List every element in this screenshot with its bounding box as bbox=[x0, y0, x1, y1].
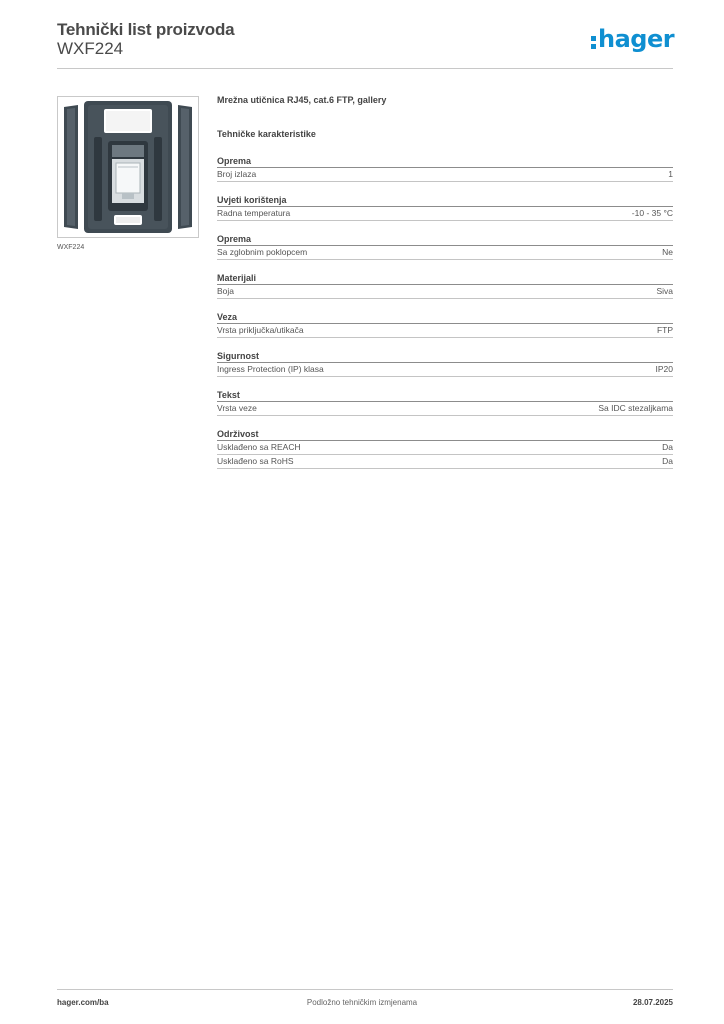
spec-label: Ingress Protection (IP) klasa bbox=[217, 364, 324, 374]
spec-value: FTP bbox=[656, 325, 673, 335]
spec-group-materials bbox=[217, 272, 673, 299]
spec-label: Sa zglobnim poklopcem bbox=[217, 247, 308, 257]
spec-value: Siva bbox=[656, 286, 673, 296]
group-title: Oprema bbox=[217, 155, 673, 168]
spec-row bbox=[217, 402, 673, 416]
spec-value: Da bbox=[662, 442, 673, 452]
spec-label: Vrsta veze bbox=[217, 403, 257, 413]
group-title: Oprema bbox=[217, 233, 673, 246]
footer-date: 28.07.2025 bbox=[632, 998, 673, 1007]
spec-row bbox=[217, 285, 673, 299]
spec-group-sustainability bbox=[217, 428, 673, 469]
product-image bbox=[57, 96, 199, 238]
section-heading: Tehničke karakteristike bbox=[217, 129, 316, 139]
spec-label: Broj izlaza bbox=[217, 169, 257, 179]
spec-row bbox=[217, 168, 673, 182]
logo-text: hager bbox=[598, 25, 675, 53]
group-title: Veza bbox=[217, 311, 673, 324]
rj45-socket-illustration bbox=[58, 97, 198, 237]
spec-group-connection bbox=[217, 311, 673, 338]
image-caption: WXF224 bbox=[57, 244, 85, 251]
spec-label: Boja bbox=[217, 286, 235, 296]
group-title: Tekst bbox=[217, 389, 673, 402]
footer-website: hager.com/ba bbox=[57, 998, 109, 1007]
product-code: WXF224 bbox=[57, 39, 124, 58]
footer-notice: Podložno tehničkim izmjenama bbox=[306, 998, 418, 1007]
spec-label: Radna temperatura bbox=[217, 208, 291, 218]
spec-row bbox=[217, 324, 673, 338]
logo-dots-icon bbox=[591, 30, 596, 48]
spec-group-text bbox=[217, 389, 673, 416]
spec-group-conditions bbox=[217, 194, 673, 221]
spec-group-equipment bbox=[217, 155, 673, 182]
group-title: Održivost bbox=[217, 428, 673, 441]
group-title: Sigurnost bbox=[217, 350, 673, 363]
spec-label: Vrsta priključka/utikača bbox=[217, 325, 304, 335]
page-title: Tehnički list proizvoda bbox=[57, 20, 235, 39]
spec-row bbox=[217, 455, 673, 469]
spec-row bbox=[217, 246, 673, 260]
spec-row bbox=[217, 207, 673, 221]
spec-value: 1 bbox=[668, 169, 673, 179]
group-title: Materijali bbox=[217, 272, 673, 285]
header-divider bbox=[57, 68, 673, 69]
spec-value: Sa IDC stezaljkama bbox=[598, 403, 673, 413]
spec-value: IP20 bbox=[655, 364, 673, 374]
spec-label: Usklađeno sa REACH bbox=[217, 442, 301, 452]
spec-group-equipment-2 bbox=[217, 233, 673, 260]
spec-value: Ne bbox=[662, 247, 673, 257]
spec-row bbox=[217, 363, 673, 377]
spec-value: -10 - 35 °C bbox=[631, 208, 673, 218]
spec-group-safety bbox=[217, 350, 673, 377]
product-description: Mrežna utičnica RJ45, cat.6 FTP, gallery bbox=[217, 95, 387, 105]
spec-value: Da bbox=[662, 456, 673, 466]
hager-logo bbox=[591, 27, 674, 51]
footer-divider bbox=[57, 989, 673, 990]
spec-row bbox=[217, 441, 673, 455]
group-title: Uvjeti korištenja bbox=[217, 194, 673, 207]
specifications bbox=[217, 95, 673, 469]
spec-label: Usklađeno sa RoHS bbox=[217, 456, 294, 466]
